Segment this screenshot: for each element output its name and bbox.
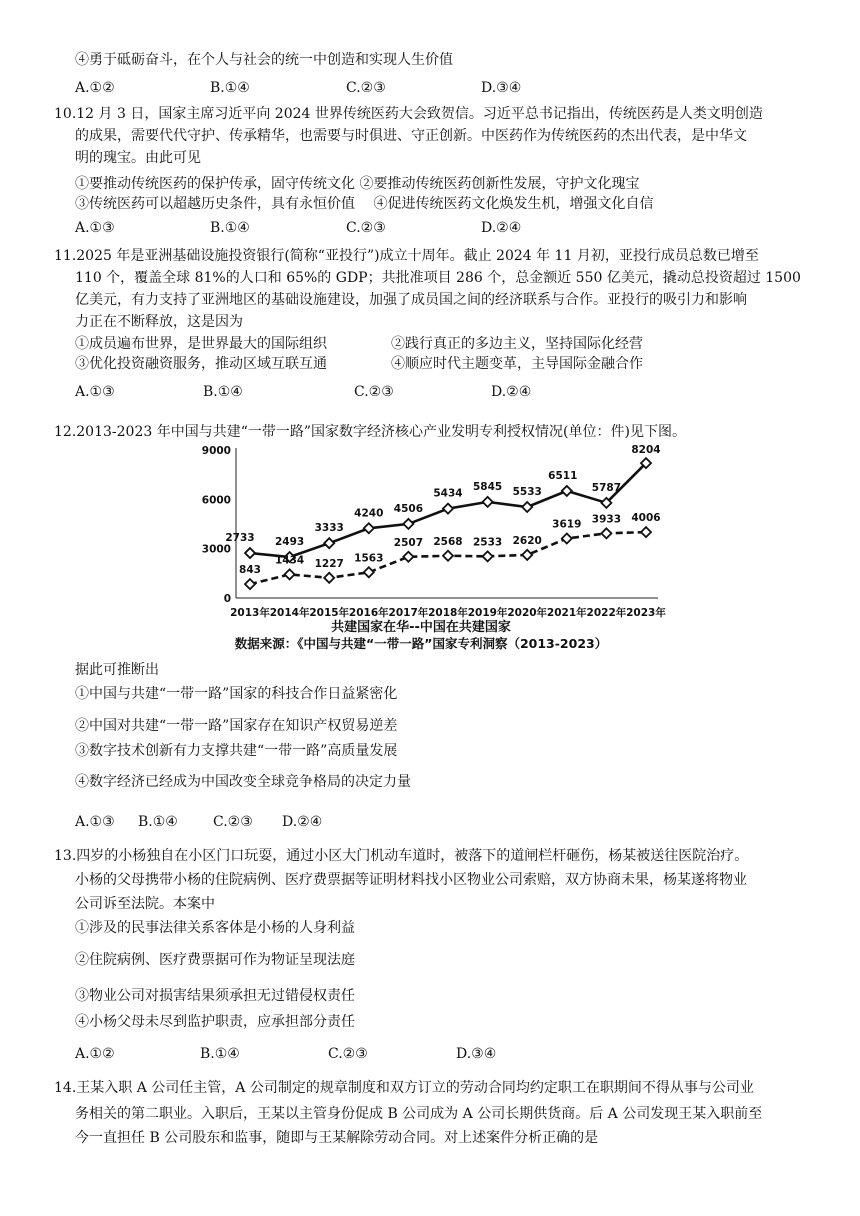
data-point-marker bbox=[403, 552, 413, 562]
data-point-marker bbox=[443, 504, 453, 514]
choice-d[interactable]: D.②④ bbox=[481, 220, 522, 236]
chart-source: 数据来源：《中国与共建“一带一路”国家专利洞察（2013-2023） bbox=[234, 636, 608, 651]
x-tick-label: 2013年 bbox=[230, 607, 270, 619]
choice-c[interactable]: C.②③ bbox=[346, 80, 386, 96]
x-tick-label: 2017年 bbox=[388, 607, 429, 619]
y-tick-label: 6000 bbox=[201, 494, 231, 507]
choice-b[interactable]: B.①④ bbox=[203, 384, 243, 400]
choice-a[interactable]: A.①② bbox=[75, 80, 115, 96]
question-12-item-4: ④数字经济已经成为中国改变全球竞争格局的决定力量 bbox=[75, 774, 411, 790]
data-point-marker bbox=[562, 533, 572, 543]
x-tick-label: 2014年 bbox=[269, 607, 310, 619]
x-tick-label: 2023年 bbox=[626, 607, 666, 619]
data-label: 1227 bbox=[314, 557, 344, 570]
data-point-marker bbox=[285, 569, 295, 579]
x-tick-label: 2021年 bbox=[546, 607, 587, 619]
question-10-stem: 的成果，需要代代守护、传承精华，也需要与时俱进、守正创新。中医药作为传统医药的杰出代表，是中华文 bbox=[75, 128, 747, 144]
choice-d[interactable]: D.③④ bbox=[481, 80, 522, 96]
y-tick-label: 3000 bbox=[201, 543, 231, 556]
x-tick-label: 2020年 bbox=[507, 607, 548, 619]
choice-d[interactable]: D.③④ bbox=[456, 1046, 497, 1062]
y-tick-label: 9000 bbox=[201, 445, 231, 457]
question-11-stem: 11.2025 年是亚洲基础设施投资银行(简称“亚投行”)成立十周年。截止 2024 年 11 月初，亚投行成员总数已增至 bbox=[54, 248, 759, 264]
data-label: 2533 bbox=[472, 536, 503, 549]
choice-b[interactable]: B.①④ bbox=[210, 80, 250, 96]
question-12-item-1: ①中国与共建“一带一路”国家的科技合作日益紧密化 bbox=[75, 686, 398, 702]
data-point-marker bbox=[522, 502, 532, 512]
y-tick-label: 0 bbox=[223, 593, 231, 605]
data-label: 4006 bbox=[631, 512, 661, 525]
data-point-marker bbox=[443, 551, 453, 561]
question-11-stem: 110 个，覆盖全球 81%的人口和 65%的 GDP；共批准项目 286 个，总金额近 550 亿美元，撬动总投资超过 1500 bbox=[75, 270, 801, 286]
choice-c[interactable]: C.②③ bbox=[213, 814, 253, 830]
data-point-marker bbox=[324, 538, 334, 548]
data-label: 3333 bbox=[314, 522, 344, 535]
data-point-marker bbox=[364, 523, 374, 533]
data-label: 8204 bbox=[631, 444, 661, 457]
question-12-item-2: ②中国对共建“一带一路”国家存在知识产权贸易逆差 bbox=[75, 718, 398, 734]
data-point-marker bbox=[245, 548, 255, 558]
data-label: 843 bbox=[239, 564, 261, 577]
choice-b[interactable]: B.①④ bbox=[210, 220, 250, 236]
question-10-items: ①要推动传统医药的保护传承，固守传统文化 ②要推动传统医药创新性发展，守护文化瑰宝 bbox=[75, 176, 640, 192]
option-item-4: ④勇于砥砺奋斗，在个人与社会的统一中创造和实现人生价值 bbox=[75, 52, 453, 68]
data-point-marker bbox=[403, 519, 413, 529]
data-label: 4506 bbox=[393, 502, 424, 515]
x-tick-label: 2016年 bbox=[348, 607, 389, 619]
question-11-stem: 亿美元，有力支持了亚洲地区的基础设施建设，加强了成员国之间的经济联系与合作。亚投行的吸引力和影响 bbox=[75, 292, 747, 308]
choice-c[interactable]: C.②③ bbox=[354, 384, 394, 400]
data-label: 2568 bbox=[433, 535, 463, 548]
data-label: 3619 bbox=[552, 518, 582, 531]
question-13-stem: 小杨的父母携带小杨的住院病例、医疗费票据等证明材料找小区物业公司索赔，双方协商未果，杨某遂将物业 bbox=[75, 872, 747, 888]
choice-c[interactable]: C.②③ bbox=[328, 1046, 368, 1062]
data-label: 2507 bbox=[393, 536, 424, 549]
question-14-stem: 务相关的第二职业。入职后，王某以主管身份促成 B 公司成为 A 公司长期供货商。后 A 公司发现王某入职前至 bbox=[75, 1106, 763, 1122]
data-label: 1434 bbox=[274, 554, 305, 567]
question-11-item-1: ①成员遍布世界，是世界最大的国际组织 bbox=[75, 336, 327, 352]
data-label: 4240 bbox=[354, 507, 384, 520]
data-label: 2620 bbox=[512, 534, 542, 547]
data-point-marker bbox=[522, 550, 532, 560]
choice-a[interactable]: A.①③ bbox=[75, 814, 115, 830]
patent-line-chart bbox=[198, 440, 668, 652]
question-14-stem: 14.王某入职 A 公司任主管，A 公司制定的规章制度和双方订立的劳动合同均约定职工在职期间不得从事与公司业 bbox=[54, 1080, 754, 1096]
data-label: 5533 bbox=[512, 486, 542, 499]
data-point-marker bbox=[245, 579, 255, 589]
question-12-stem: 12.2013-2023 年中国与共建“一带一路”国家数字经济核心产业发明专利授权情况(单位：件)见下图。 bbox=[54, 424, 686, 440]
x-tick-label: 2015年 bbox=[309, 607, 350, 619]
question-11-stem: 力正在不断释放，这是因为 bbox=[75, 314, 243, 330]
question-13-item-4: ④小杨父母未尽到监护职责，应承担部分责任 bbox=[75, 1014, 355, 1030]
question-11-item-2: ②践行真正的多边主义，坚持国际化经营 bbox=[391, 336, 643, 352]
question-10-stem: 10.12 月 3 日，国家主席习近平向 2024 世界传统医药大会致贺信。习近平总书记指出，传统医药是人类文明创造 bbox=[54, 106, 763, 122]
data-point-marker bbox=[562, 486, 572, 496]
question-12-lead: 据此可推断出 bbox=[75, 662, 159, 678]
data-label: 2733 bbox=[225, 532, 255, 545]
question-13-item-2: ②住院病例、医疗费票据可作为物证呈现法庭 bbox=[75, 952, 355, 968]
choice-c[interactable]: C.②③ bbox=[346, 220, 386, 236]
data-label: 3933 bbox=[591, 513, 622, 526]
x-tick-label: 2018年 bbox=[428, 607, 468, 619]
x-tick-label: 2019年 bbox=[467, 607, 508, 619]
question-14-stem: 今一直担任 B 公司股东和监事，随即与王某解除劳动合同。对上述案件分析正确的是 bbox=[75, 1130, 599, 1146]
choice-a[interactable]: A.①③ bbox=[75, 220, 115, 236]
x-tick-label: 2022年 bbox=[586, 607, 627, 619]
choice-a[interactable]: A.①③ bbox=[75, 384, 115, 400]
question-13-stem: 13.四岁的小杨独自在小区门口玩耍，通过小区大门机动车道时，被落下的道闸栏杆砸伤，杨某被送往医院治疗。 bbox=[54, 848, 749, 864]
question-12-item-3: ③数字技术创新有力支撑共建“一带一路”高质量发展 bbox=[75, 743, 398, 759]
data-point-marker bbox=[641, 527, 651, 537]
data-label: 5845 bbox=[472, 480, 503, 493]
choice-d[interactable]: D.②④ bbox=[282, 814, 323, 830]
question-13-item-1: ①涉及的民事法律关系客体是小杨的人身利益 bbox=[75, 920, 355, 936]
question-13-item-3: ③物业公司对损害结果须承担无过错侵权责任 bbox=[75, 988, 355, 1004]
choice-b[interactable]: B.①④ bbox=[200, 1046, 240, 1062]
data-label: 2493 bbox=[274, 536, 305, 549]
data-point-marker bbox=[483, 551, 493, 561]
question-10-items: ③传统医药可以超越历史条件，具有永恒价值 ④促进传统医药文化焕发生机，增强文化自信 bbox=[75, 196, 654, 212]
question-11-item-3: ③优化投资融资服务，推动区域互联互通 bbox=[75, 356, 327, 372]
data-label: 1563 bbox=[354, 552, 384, 565]
data-point-marker bbox=[324, 573, 334, 583]
data-label: 5787 bbox=[591, 481, 622, 494]
data-point-marker bbox=[483, 497, 493, 507]
data-label: 6511 bbox=[548, 469, 578, 482]
data-label: 5434 bbox=[433, 487, 463, 500]
choice-a[interactable]: A.①② bbox=[75, 1046, 115, 1062]
question-11-item-4: ④顺应时代主题变革，主导国际金融合作 bbox=[391, 356, 643, 372]
data-point-marker bbox=[364, 567, 374, 577]
data-point-marker bbox=[601, 528, 611, 538]
question-10-stem: 明的瑰宝。由此可见 bbox=[75, 150, 201, 166]
choice-d[interactable]: D.②④ bbox=[491, 384, 532, 400]
question-13-stem: 公司诉至法院。本案中 bbox=[75, 896, 215, 912]
choice-b[interactable]: B.①④ bbox=[138, 814, 178, 830]
legend-caption: 共建国家在华--中国在共建国家 bbox=[331, 620, 511, 635]
